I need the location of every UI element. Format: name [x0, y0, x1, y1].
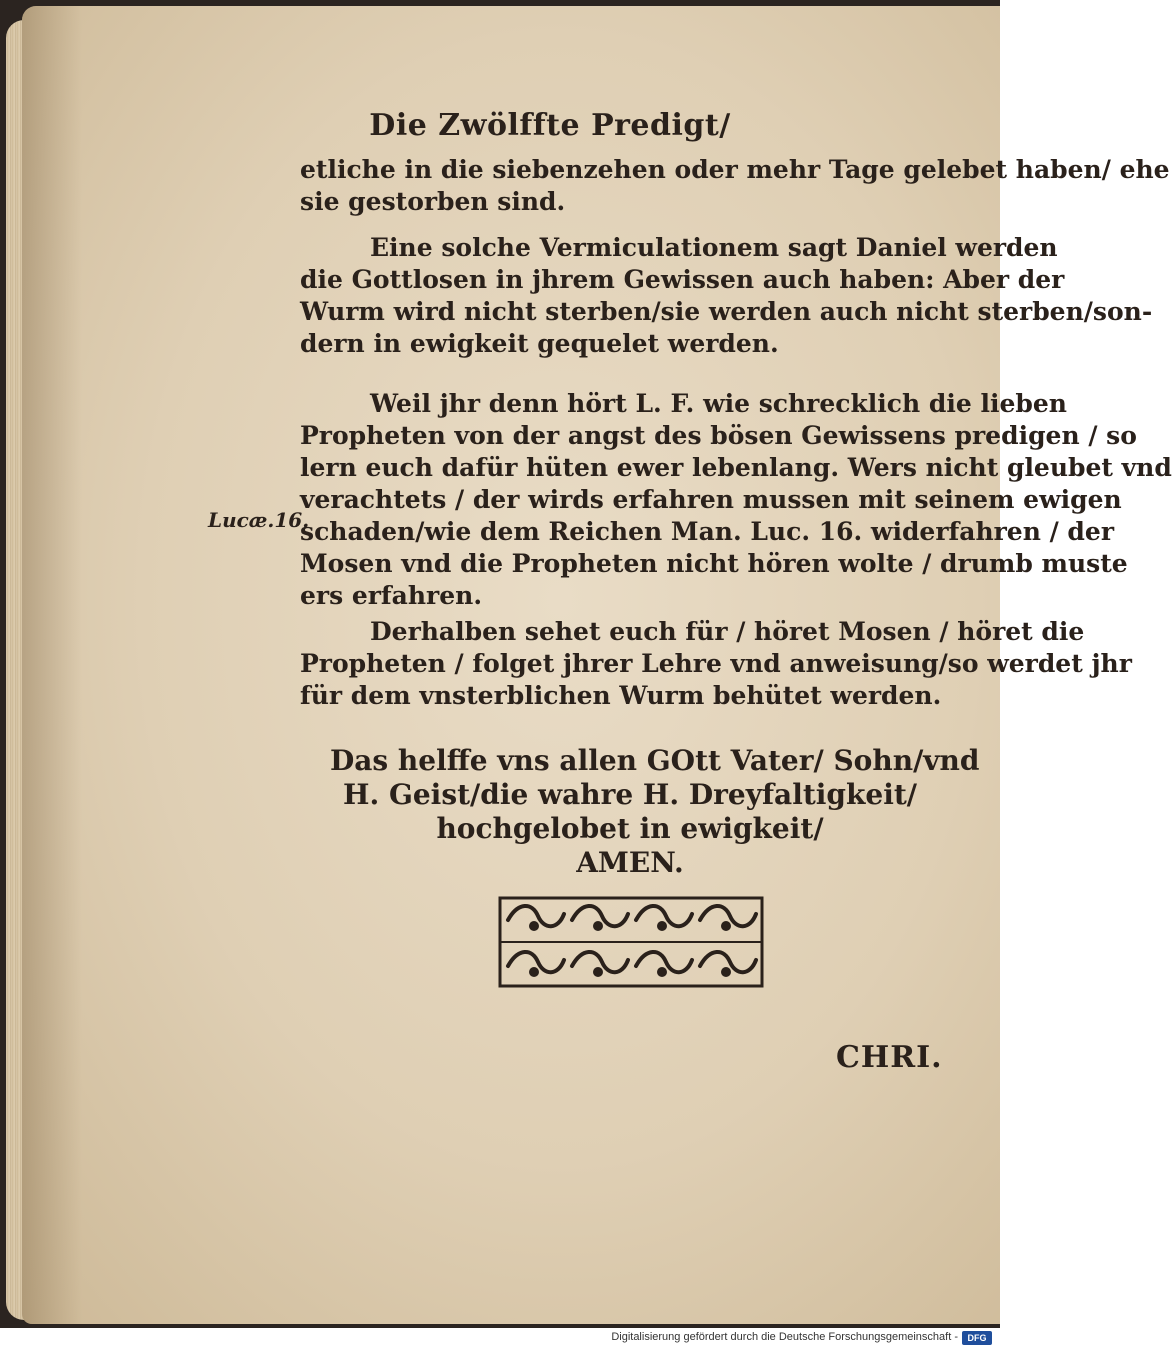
digitization-footer [0, 1328, 1000, 1348]
text-line: Mosen vnd die Propheten nicht hören wolte / drumb muste [300, 549, 1128, 578]
text-line: die Gottlosen in jhrem Gewissen auch haben: Aber der [300, 265, 1065, 294]
running-head: Die Zwölffte Predigt/ [369, 108, 731, 143]
ornamental-fleuron-icon [498, 896, 764, 988]
catchword: CHRI. [836, 1040, 943, 1075]
text-line: Propheten / folget jhrer Lehre vnd anweisung/so werdet jhr [300, 649, 1132, 678]
text-line: verachtets / der wirds erfahren mussen mit seinem ewigen [300, 485, 1122, 514]
text-line: lern euch dafür hüten ewer lebenlang. Wers nicht gleubet vnd [300, 453, 1172, 482]
closing-blessing [330, 744, 980, 880]
paragraph-1 [300, 154, 1170, 218]
text-line: ers erfahren. [300, 581, 483, 610]
text-line: Propheten von der angst des bösen Gewissens predigen / so [300, 421, 1137, 450]
closing-line: Das helffe vns allen GOtt Vater/ Sohn/vnd [330, 744, 980, 777]
text-line: Weil jhr denn hört L. F. wie schrecklich die lieben [370, 389, 1067, 418]
text-line: sie gestorben sind. [300, 187, 566, 216]
closing-line: H. Geist/die wahre H. Dreyfaltigkeit/ [343, 778, 917, 811]
text-line: schaden/wie dem Reichen Man. Luc. 16. widerfahren / der [300, 517, 1114, 546]
dfg-logo-icon: DFG [962, 1331, 992, 1345]
text-line: dern in ewigkeit gequelet werden. [300, 329, 779, 358]
closing-amen: AMEN. [576, 846, 684, 879]
text-line: etliche in die siebenzehen oder mehr Tage gelebet haben/ ehe [300, 155, 1170, 184]
closing-line: hochgelobet in ewigkeit/ [436, 812, 824, 845]
paragraph-4 [300, 616, 1132, 712]
footer-credit: Digitalisierung gefördert durch die Deutsche Forschungsgemeinschaft - [611, 1331, 958, 1343]
text-line: Derhalben sehet euch für / höret Mosen / höret die [370, 617, 1085, 646]
text-line: Eine solche Vermiculationem sagt Daniel werden [370, 233, 1058, 262]
margin-note: Lucæ.16. [208, 508, 310, 532]
text-line: Wurm wird nicht sterben/sie werden auch nicht sterben/son- [300, 297, 1153, 326]
paragraph-2 [300, 232, 1153, 360]
gutter-shadow [22, 6, 82, 1324]
text-line: für dem vnsterblichen Wurm behütet werden. [300, 681, 942, 710]
paragraph-3 [300, 388, 1172, 612]
